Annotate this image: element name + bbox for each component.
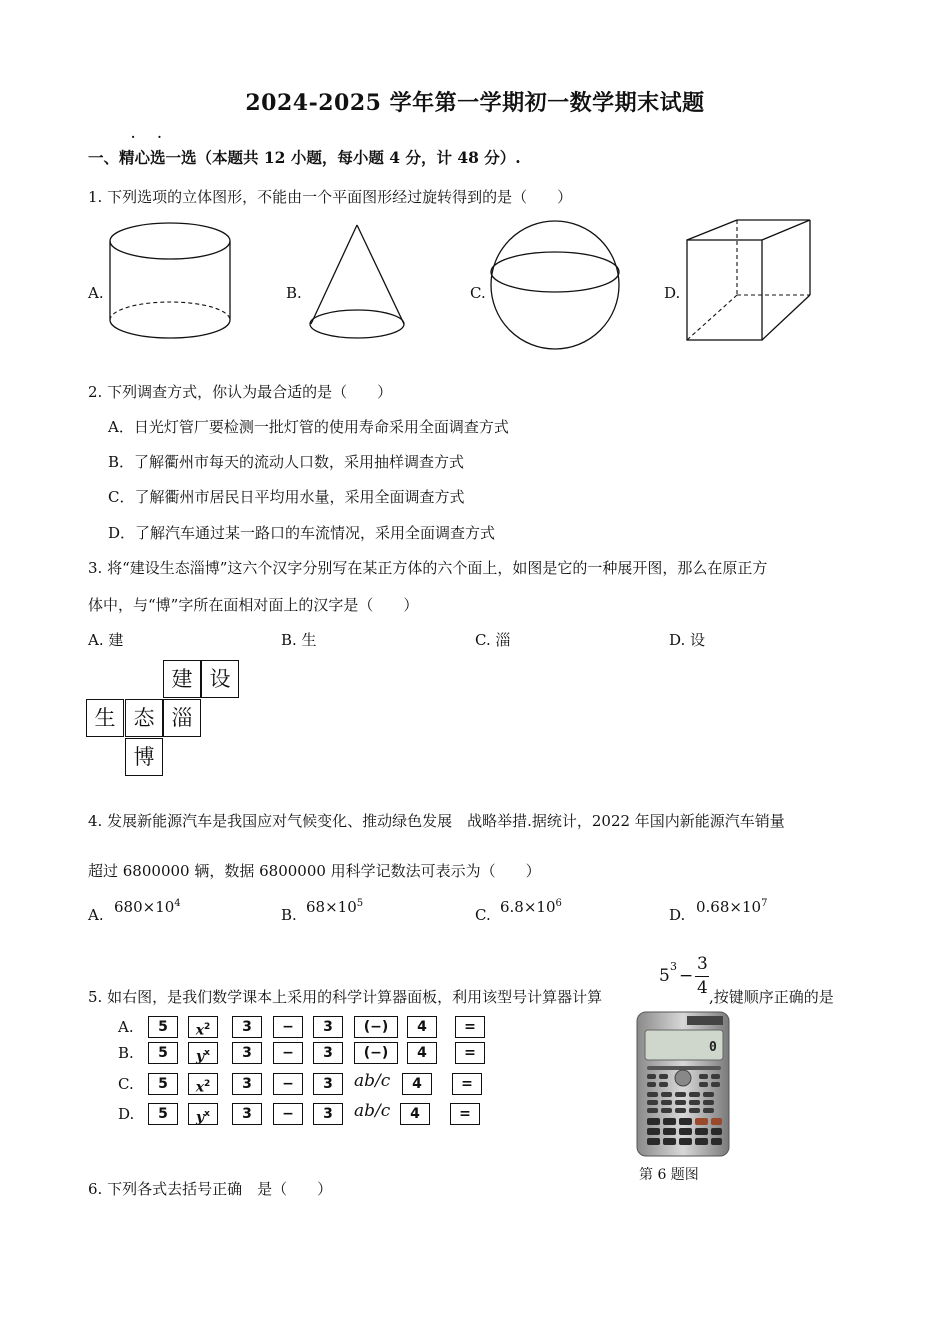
key-3: 3	[313, 1103, 343, 1125]
q2-stem: 2. 下列调查方式，你认为最合适的是（ ）	[88, 383, 393, 401]
net-cell-jian: 建	[163, 660, 201, 698]
key-negative: (−)	[354, 1016, 398, 1038]
q1-label-a: A.	[88, 284, 104, 302]
key-4: 4	[407, 1042, 437, 1064]
sphere-icon	[488, 212, 628, 362]
q3-option-b: B. 生	[281, 631, 317, 649]
net-cell-bo: 博	[125, 738, 163, 776]
q4-option-b: $68\times 10^5$	[306, 898, 364, 916]
key-3: 3	[232, 1042, 262, 1064]
key-equals: =	[455, 1016, 485, 1038]
q4-stem-line2: 超过 6800000 辆，数据 6800000 用科学记数法可表示为（ ）	[88, 862, 541, 880]
key-3: 3	[313, 1073, 343, 1095]
q2-option-c: C．了解衢州市居民日平均用水量，采用全面调查方式	[108, 488, 465, 506]
q2-option-a: A．日光灯管厂要检测一批灯管的使用寿命采用全面调查方式	[108, 418, 509, 436]
q4-label-d: D.	[669, 906, 686, 924]
key-3: 3	[232, 1103, 262, 1125]
net-cell-tai: 态	[125, 699, 163, 737]
q3-option-c: C. 淄	[475, 631, 511, 649]
q2-option-b: B．了解衢州市每天的流动人口数，采用抽样调查方式	[108, 453, 465, 471]
q5-expression: 5 3 − 3 4	[659, 954, 708, 998]
q3-option-d: D. 设	[669, 631, 706, 649]
q2-option-d: D．了解汽车通过某一路口的车流情况，采用全面调查方式	[108, 524, 496, 542]
q3-option-a: A. 建	[88, 631, 124, 649]
cube-net	[86, 660, 246, 780]
key-5: 5	[148, 1042, 178, 1064]
q6-stem: 6. 下列各式去括号正确 是（ ）	[88, 1180, 333, 1198]
key-power: $y^x$	[188, 1042, 218, 1064]
q4-label-c: C.	[475, 906, 491, 924]
net-cell-she: 设	[201, 660, 239, 698]
key-minus: −	[273, 1073, 303, 1095]
q4-option-c: $6.8\times 10^6$	[500, 898, 562, 916]
key-3: 3	[232, 1016, 262, 1038]
key-4: 4	[407, 1016, 437, 1038]
calculator-display: 0	[709, 1040, 717, 1055]
cone-icon	[305, 220, 415, 350]
calculator-icon	[635, 1010, 733, 1158]
q5-stem: 5. 如右图，是我们数学课本上采用的科学计算器面板，利用该型号计算器计算	[88, 988, 603, 1006]
key-4: 4	[402, 1073, 432, 1095]
key-fraction: ab/c	[354, 1071, 391, 1091]
q1-label-c: C.	[470, 284, 486, 302]
q4-label-b: B.	[281, 906, 297, 924]
option-label: B.	[118, 1044, 134, 1062]
key-4: 4	[400, 1103, 430, 1125]
key-3: 3	[232, 1073, 262, 1095]
q4-stem-line1: 4. 发展新能源汽车是我国应对气候变化、推动绿色发展 战略举措.据统计，2022 年国内新能源汽车销量	[88, 812, 785, 830]
option-label: A.	[118, 1018, 134, 1036]
q3-stem-line1: 3. 将“建设生态淄博”这六个汉字分别写在某正方体的六个面上，如图是它的一种展开图，那么在原正方	[88, 559, 768, 577]
key-minus: −	[273, 1103, 303, 1125]
cylinder-icon	[100, 220, 250, 350]
key-5: 5	[148, 1073, 178, 1095]
key-power: $x^2$	[188, 1073, 218, 1095]
net-cell-zi: 淄	[163, 699, 201, 737]
net-cell-sheng: 生	[86, 699, 124, 737]
key-5: 5	[148, 1103, 178, 1125]
figure-caption: 第 6 题图	[639, 1167, 699, 1183]
q4-label-a: A.	[88, 906, 104, 924]
key-equals: =	[450, 1103, 480, 1125]
q4-option-d: $0.68\times 10^7$	[696, 898, 768, 916]
cube-icon	[682, 215, 817, 350]
key-3: 3	[313, 1016, 343, 1038]
key-power: $y^x$	[188, 1103, 218, 1125]
key-minus: −	[273, 1016, 303, 1038]
section-heading: 一、精心选一选（本题共 12 小题，每小题 4 分，计 48 分）.	[88, 148, 521, 167]
q3-stem-line2: 体中，与“博”字所在面相对面上的汉字是（ ）	[88, 596, 419, 614]
key-minus: −	[273, 1042, 303, 1064]
key-negative: (−)	[354, 1042, 398, 1064]
key-equals: =	[452, 1073, 482, 1095]
option-label: D.	[118, 1105, 135, 1123]
key-equals: =	[455, 1042, 485, 1064]
emphasis-dots: · ·	[131, 130, 171, 144]
key-3: 3	[313, 1042, 343, 1064]
calculator-image	[635, 1010, 733, 1158]
q1-stem: 1. 下列选项的立体图形，不能由一个平面图形经过旋转得到的是（ ）	[88, 188, 573, 206]
q5-stem-tail: ,按键顺序正确的是	[709, 988, 834, 1006]
q4-option-a: $680\times 10^4$	[114, 898, 181, 916]
key-fraction: ab/c	[354, 1101, 391, 1121]
q1-label-d: D.	[664, 284, 681, 302]
option-label: C.	[118, 1075, 134, 1093]
page-title: 2024-2025 学年第一学期初一数学期末试题	[245, 90, 705, 116]
key-power: $x^2$	[188, 1016, 218, 1038]
key-5: 5	[148, 1016, 178, 1038]
q1-label-b: B.	[286, 284, 302, 302]
